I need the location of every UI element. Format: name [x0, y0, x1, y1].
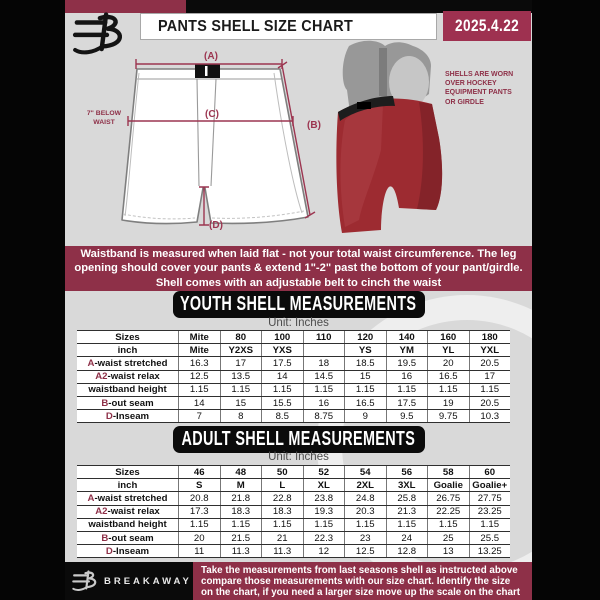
pants-measurement-diagram — [118, 49, 330, 236]
table-cell: S — [178, 479, 220, 491]
table-cell: 18.5 — [344, 357, 386, 369]
table-cell: 9 — [344, 410, 386, 422]
row-label: D -Inseam — [105, 410, 150, 422]
table-cell: YXL — [469, 344, 511, 356]
table-cell: 25.8 — [386, 492, 428, 504]
table-cell: 21.5 — [220, 532, 262, 544]
table-cell: 22.3 — [303, 532, 345, 544]
table-cell: XL — [303, 479, 345, 491]
table-cell: 18 — [303, 357, 345, 369]
table-cell: 19 — [427, 397, 469, 409]
table-cell: 17.5 — [261, 357, 303, 369]
table-cell: 1.15 — [427, 384, 469, 396]
table-cell: 1.15 — [303, 384, 345, 396]
table-cell: 15 — [220, 397, 262, 409]
table-cell: 18.3 — [220, 506, 262, 518]
table-cell: 48 — [220, 466, 262, 478]
row-label: A -waist stretched — [87, 492, 168, 504]
table-cell: 2XL — [344, 479, 386, 491]
table-cell: 20.5 — [469, 357, 511, 369]
table-cell: 1.15 — [178, 384, 220, 396]
breakaway-logo-icon — [71, 11, 127, 62]
table-row — [77, 409, 510, 422]
table-cell: 56 — [386, 466, 428, 478]
table-cell: 1.15 — [427, 519, 469, 531]
table-cell: 13.5 — [220, 371, 262, 383]
table-row — [77, 465, 510, 478]
youth-section-heading: YOUTH SHELL MEASUREMENTS — [173, 291, 425, 318]
table-cell: 17.3 — [178, 506, 220, 518]
table-cell: 25 — [427, 532, 469, 544]
table-cell: 1.15 — [469, 384, 511, 396]
table-cell: 9.5 — [386, 410, 428, 422]
table-cell: 7 — [178, 410, 220, 422]
table-cell: 12 — [303, 545, 345, 557]
table-cell: 20.8 — [178, 492, 220, 504]
table-cell: 14.5 — [303, 371, 345, 383]
table-cell: 1.15 — [386, 519, 428, 531]
table-row — [77, 383, 510, 396]
table-cell: M — [220, 479, 262, 491]
table-cell: 16 — [386, 371, 428, 383]
row-label: D -Inseam — [105, 545, 150, 557]
table-cell: 10.3 — [469, 410, 511, 422]
row-label: A2 -waist relax — [95, 506, 160, 518]
row-label: inch — [117, 344, 138, 356]
table-cell: 13 — [427, 545, 469, 557]
row-label: waistband height — [88, 384, 167, 396]
table-cell: 12.5 — [344, 545, 386, 557]
table-cell: 18.3 — [261, 506, 303, 518]
table-row — [77, 330, 510, 343]
table-cell: YS — [344, 344, 386, 356]
table-cell: 1.15 — [469, 519, 511, 531]
table-cell: 16.5 — [344, 397, 386, 409]
table-cell — [303, 344, 345, 356]
table-row — [77, 396, 510, 409]
table-cell: 1.15 — [261, 384, 303, 396]
table-cell: 120 — [344, 331, 386, 343]
table-cell: YM — [386, 344, 428, 356]
table-cell: 22.8 — [261, 492, 303, 504]
table-cell: 17.5 — [386, 397, 428, 409]
table-cell: 23 — [344, 532, 386, 544]
page-title-box — [140, 13, 437, 40]
table-cell: 21.8 — [220, 492, 262, 504]
table-cell: 46 — [178, 466, 220, 478]
adult-unit-label: Unit: Inches — [268, 451, 329, 463]
row-label: B -out seam — [101, 397, 154, 409]
table-cell: 24 — [386, 532, 428, 544]
table-cell: 16 — [303, 397, 345, 409]
table-cell: 1.15 — [303, 519, 345, 531]
table-cell: Goalie+ — [469, 479, 511, 491]
table-cell: Mite — [178, 331, 220, 343]
table-cell: 13.25 — [469, 545, 511, 557]
table-cell: 110 — [303, 331, 345, 343]
table-cell: 50 — [261, 466, 303, 478]
table-cell: 8 — [220, 410, 262, 422]
dim-label-c: (C) — [205, 109, 219, 120]
table-row — [77, 505, 510, 518]
table-cell: 60 — [469, 466, 511, 478]
table-cell: 15.5 — [261, 397, 303, 409]
table-cell: 27.75 — [469, 492, 511, 504]
footer-instructions: Take the measurements from last seasons shell as instructed above compare those measurements with our size chart. Identify the size on the chart, if you need a larger size move up the scale on the chart — [193, 562, 532, 600]
table-cell: 20.5 — [469, 397, 511, 409]
table-row — [77, 370, 510, 383]
table-cell: 1.15 — [386, 384, 428, 396]
table-row — [77, 478, 510, 491]
table-cell: 21 — [261, 532, 303, 544]
table-cell: Mite — [178, 344, 220, 356]
table-row — [77, 356, 510, 369]
table-cell: 160 — [427, 331, 469, 343]
table-row — [77, 544, 510, 557]
table-cell: 52 — [303, 466, 345, 478]
table-cell: 140 — [386, 331, 428, 343]
page-title: PANTS SHELL SIZE CHART — [158, 17, 354, 35]
row-label: Sizes — [115, 331, 140, 343]
row-label: inch — [117, 479, 138, 491]
row-label: A2 -waist relax — [95, 371, 160, 383]
table-cell: 3XL — [386, 479, 428, 491]
table-cell: 20 — [427, 357, 469, 369]
waistband-info-banner: Waistband is measured when laid flat - not your total waist circumference. The leg opening should cover your pants & extend 1"-2" past the bottom of your pant/girdle. Shell comes with an adjustable belt to cinch the waist — [65, 246, 532, 291]
table-cell: 17 — [469, 371, 511, 383]
table-cell: 1.15 — [178, 519, 220, 531]
shell-photo — [335, 40, 450, 242]
table-cell: 1.15 — [220, 519, 262, 531]
table-cell: 21.3 — [386, 506, 428, 518]
table-cell: 1.15 — [261, 519, 303, 531]
table-cell: 8.5 — [261, 410, 303, 422]
table-cell: 12.8 — [386, 545, 428, 557]
table-cell: 58 — [427, 466, 469, 478]
table-cell: 12.5 — [178, 371, 220, 383]
table-cell: 100 — [261, 331, 303, 343]
table-cell: 26.75 — [427, 492, 469, 504]
row-label: B -out seam — [101, 532, 154, 544]
waist-note: 7" BELOW WAIST — [86, 110, 122, 126]
table-cell: 19.5 — [386, 357, 428, 369]
table-cell: 20 — [178, 532, 220, 544]
table-cell: 14 — [178, 397, 220, 409]
table-cell: 54 — [344, 466, 386, 478]
dim-label-b: (B) — [307, 120, 321, 131]
youth-measurements-table — [77, 330, 510, 423]
table-row — [77, 343, 510, 356]
row-label: A -waist stretched — [87, 357, 168, 369]
table-cell: 1.15 — [220, 384, 262, 396]
table-row — [77, 518, 510, 531]
adult-measurements-table — [77, 465, 510, 558]
table-cell: 15 — [344, 371, 386, 383]
table-cell: 1.15 — [344, 384, 386, 396]
dim-label-d: (D) — [209, 220, 223, 231]
adult-section-heading: ADULT SHELL MEASUREMENTS — [173, 426, 425, 453]
table-cell: 20.3 — [344, 506, 386, 518]
table-cell: L — [261, 479, 303, 491]
table-cell: 22.25 — [427, 506, 469, 518]
table-cell: 19.3 — [303, 506, 345, 518]
dim-label-a: (A) — [204, 51, 218, 62]
table-cell: 17 — [220, 357, 262, 369]
row-label: Sizes — [115, 466, 140, 478]
table-cell: 11.3 — [220, 545, 262, 557]
table-cell: 25.5 — [469, 532, 511, 544]
table-cell: 1.15 — [344, 519, 386, 531]
table-cell: YXS — [261, 344, 303, 356]
table-row — [77, 491, 510, 504]
table-row — [77, 531, 510, 544]
date-badge — [443, 11, 531, 41]
table-cell: 23.25 — [469, 506, 511, 518]
table-cell: 11.3 — [261, 545, 303, 557]
table-cell: 80 — [220, 331, 262, 343]
youth-unit-label: Unit: Inches — [268, 317, 329, 329]
table-cell: 180 — [469, 331, 511, 343]
row-label: waistband height — [88, 519, 167, 531]
table-cell: Y2XS — [220, 344, 262, 356]
date-text: 2025.4.22 — [454, 16, 520, 35]
table-cell: 8.75 — [303, 410, 345, 422]
table-cell: Goalie — [427, 479, 469, 491]
table-cell: 16.5 — [427, 371, 469, 383]
table-cell: 14 — [261, 371, 303, 383]
table-cell: 24.8 — [344, 492, 386, 504]
table-cell: YL — [427, 344, 469, 356]
breakaway-logo-icon — [72, 569, 98, 593]
table-cell: 23.8 — [303, 492, 345, 504]
footer-brand-bar — [65, 562, 193, 600]
table-cell: 16.3 — [178, 357, 220, 369]
shell-photo-caption: SHELLS ARE WORN OVER HOCKEY EQUIPMENT PANTS OR GIRDLE — [445, 71, 514, 106]
table-cell: 11 — [178, 545, 220, 557]
page — [65, 0, 532, 600]
table-cell: 9.75 — [427, 410, 469, 422]
brand-name: BREAKAWAY — [104, 575, 192, 587]
